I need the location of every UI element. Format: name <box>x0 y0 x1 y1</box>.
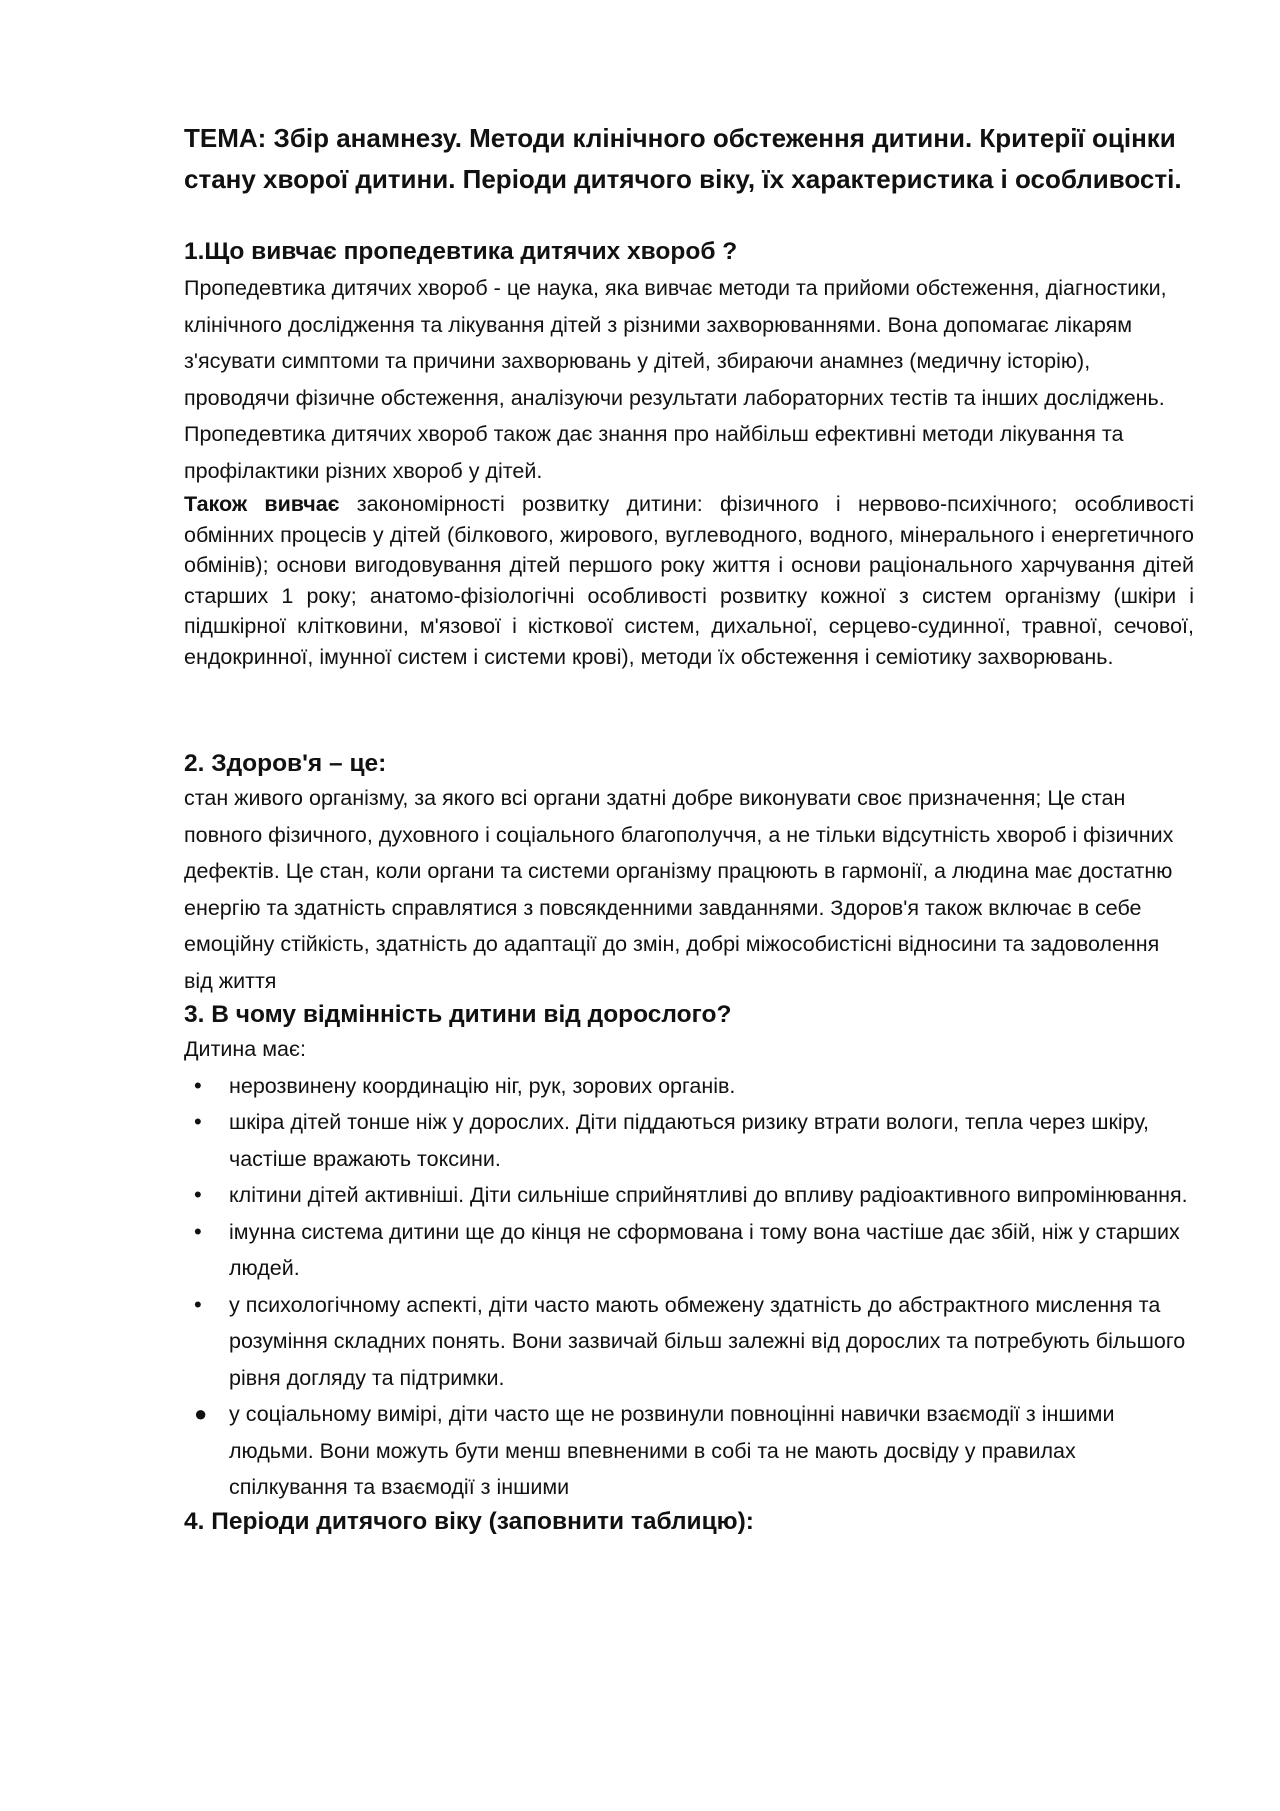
section-2-paragraph: стан живого організму, за якого всі органи здатні добре виконувати своє призначення; Це стан повного фізичного, духовного і соціального благополуччя, а не тільки відсутність хвороб і фізичних дефектів. Це стан, коли органи та системи організму працюють в гармонії, а людина має достатню енергію та здатність справлятися з повсякденними завданнями. Здоров'я також включає в себе емоційну стійкість, здатність до адаптації до змін, добрі міжособистісні відносини та задоволення від життя <box>184 786 1174 993</box>
bullet-icon: • <box>194 1072 202 1098</box>
list-item: • нерозвинену координацію ніг, рук, зорових органів. <box>184 1068 1194 1105</box>
section-4-heading: 4. Періоди дитячого віку (заповнити таблицю): <box>184 1507 754 1535</box>
list-item: ● у соціальному вимірі, діти часто ще не розвинули повноцінні навички взаємодії з іншими людьми. Вони можуть бути менш впевненими в собі та не мають досвіду у правилах спілкування та взаємодії з іншими <box>184 1396 1194 1506</box>
list-item: • у психологічному аспекті, діти часто мають обмежену здатність до абстрактного мислення та розуміння складних понять. Вони зазвичай більш залежні від дорослих та потребують більшого рівня догляду та підтримки. <box>184 1287 1194 1397</box>
section-3-bullet-list <box>184 1068 1194 1506</box>
bullet-icon: • <box>194 1182 202 1207</box>
list-item: • імунна система дитини ще до кінця не сформована і тому вона частіше дає збій, ніж у старших людей. <box>184 1214 1194 1287</box>
section-3-heading: 3. В чому відмінність дитини від дорослого? <box>184 1001 732 1028</box>
section-1-heading: 1.Що вивчає пропедевтика дитячих хвороб ? <box>184 238 738 265</box>
list-item: • шкіра дітей тонше ніж у дорослих. Діти піддаються ризику втрати вологи, тепла через шкіру, частіше вражають токсини. <box>184 1104 1194 1177</box>
section-2-heading: 2. Здоров'я – це: <box>184 750 387 777</box>
document-page <box>184 118 1194 1538</box>
bullet-icon: • <box>194 1291 202 1317</box>
section-3-intro: Дитина має: <box>184 1037 306 1061</box>
bullet-icon: ● <box>194 1401 208 1426</box>
section-1-extra-paragraph <box>184 489 1194 672</box>
list-item: • клітини дітей активніші. Діти сильніше сприйнятливі до впливу радіоактивного випромінювання. <box>184 1177 1194 1214</box>
bullet-icon: • <box>194 1109 202 1134</box>
bullet-icon: • <box>194 1218 202 1244</box>
document-title: ТЕМА: Збір анамнезу. Методи клінічного обстеження дитини. Критерії оцінки стану хворої дитини. Періоди дитячого віку, їх характеристика і особливості. <box>184 123 1182 194</box>
section-1-paragraph: Пропедевтика дитячих хвороб - це наука, яка вивчає методи та прийоми обстеження, діагностики, клінічного дослідження та лікування дітей з різними захворюваннями. Вона допомагає лікарям з'ясувати симптоми та причини захворювань у дітей, збираючи анамнез (медичну історію), проводячи фізичне обстеження, аналізуючи результати лабораторних тестів та інших досліджень. Пропедевтика дитячих хвороб також дає знання про найбільш ефективні методи лікування та профілактики різних хвороб у дітей. <box>184 276 1167 483</box>
section-1-extra-text: закономірності розвитку дитини: фізичного і нервово-психічного; особливості обмінних процесів у дітей (білкового, жирового, вуглеводного, водного, мінерального і енергетичного обмінів); основи вигодовування дітей першого року життя і основи раціонального харчування дітей старших 1 року; анатомо-фізіологічні особливості розвитку кожної з систем організму (шкіри і підшкірної клітковини, м'язової і кісткової систем, дихальної, серцево-судинної, травної, сечової, ендокринної, імунної систем і системи крові), методи їх обстеження і семіотику захворювань. <box>184 492 1194 669</box>
section-1-extra-bold: Також вивчає <box>184 492 340 516</box>
